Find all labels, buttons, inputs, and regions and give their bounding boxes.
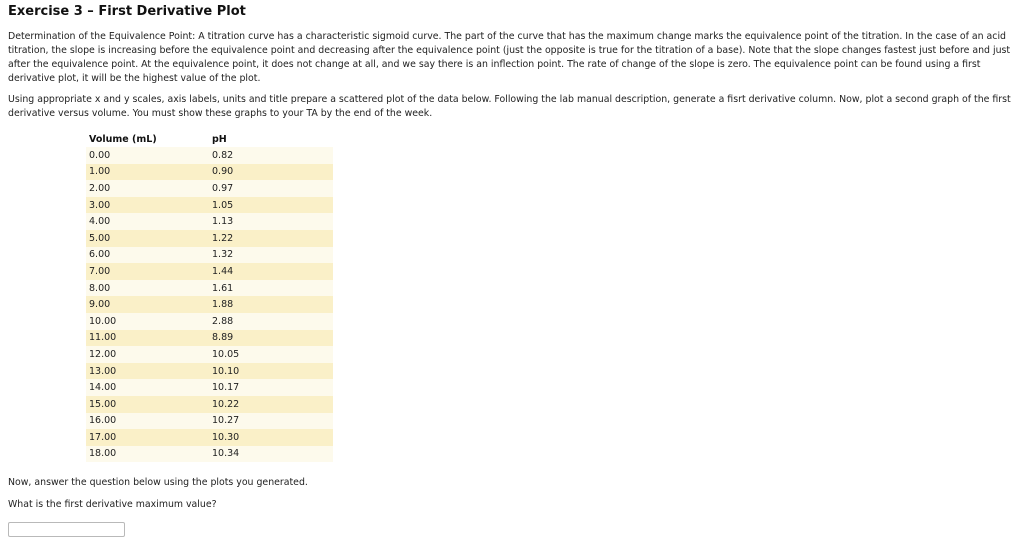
table-row — [86, 429, 333, 446]
ph-cell: 10.05 — [209, 346, 333, 363]
question-text: What is the first derivative maximum value? — [8, 499, 217, 510]
table-row — [86, 313, 333, 330]
ph-cell: 1.13 — [209, 213, 333, 230]
table-row — [86, 230, 333, 247]
ph-cell: 10.17 — [209, 379, 333, 396]
table-row — [86, 180, 333, 197]
question-intro: Now, answer the question below using the plots you generated. — [8, 477, 308, 488]
table-row — [86, 280, 333, 297]
ph-cell: 1.32 — [209, 247, 333, 264]
volume-cell: 4.00 — [86, 213, 209, 230]
ph-cell: 0.82 — [209, 147, 333, 164]
volume-cell: 9.00 — [86, 296, 209, 313]
volume-cell: 16.00 — [86, 413, 209, 430]
table-header-row — [86, 131, 333, 147]
table-row — [86, 197, 333, 214]
volume-cell: 2.00 — [86, 180, 209, 197]
titration-data-table — [86, 131, 333, 462]
table-row — [86, 213, 333, 230]
equivalence-point-paragraph: Determination of the Equivalence Point: A titration curve has a characteristic sigmoid curve. The part of the curve that has the maximum change marks the equivalence point of the titration. In the case of an acid titration, the slope is increasing before the equivalence point and decreasing after the equivalence point (just the opposite is true for the titration of a base). Note that the slope changes fastest just before and just after the equivalence point. At the equivalence point, it does not change at all, and we say there is an inflection point. The rate of change of the slope is zero. The equivalence point can be found using a first derivative plot, it will be the highest value of the plot. — [8, 31, 1011, 84]
table-body — [86, 147, 333, 462]
table-row — [86, 263, 333, 280]
table-row — [86, 413, 333, 430]
volume-cell: 6.00 — [86, 247, 209, 264]
table-row — [86, 296, 333, 313]
ph-column-header: pH — [209, 131, 333, 147]
ph-cell: 1.05 — [209, 197, 333, 214]
instructions-paragraph: Using appropriate x and y scales, axis labels, units and title prepare a scattered plot of the data below. Following the lab manual description, generate a fisrt derivative column. Now, plot a second graph of the first derivative versus volume. You must show these graphs to your TA by the end of the week. — [8, 94, 1011, 119]
volume-cell: 12.00 — [86, 346, 209, 363]
volume-cell: 13.00 — [86, 363, 209, 380]
volume-cell: 14.00 — [86, 379, 209, 396]
table-row — [86, 379, 333, 396]
table-row — [86, 330, 333, 347]
volume-column-header: Volume (mL) — [86, 131, 209, 147]
ph-cell: 0.90 — [209, 164, 333, 181]
ph-cell: 1.88 — [209, 296, 333, 313]
ph-cell: 8.89 — [209, 330, 333, 347]
answer-input[interactable] — [8, 522, 125, 537]
volume-cell: 0.00 — [86, 147, 209, 164]
volume-cell: 3.00 — [86, 197, 209, 214]
ph-cell: 0.97 — [209, 180, 333, 197]
volume-cell: 15.00 — [86, 396, 209, 413]
table-row — [86, 446, 333, 463]
table-row — [86, 147, 333, 164]
table-row — [86, 164, 333, 181]
table-row — [86, 363, 333, 380]
volume-cell: 1.00 — [86, 164, 209, 181]
ph-cell: 1.44 — [209, 263, 333, 280]
ph-cell: 1.61 — [209, 280, 333, 297]
volume-cell: 17.00 — [86, 429, 209, 446]
ph-cell: 10.27 — [209, 413, 333, 430]
volume-cell: 11.00 — [86, 330, 209, 347]
ph-cell: 10.10 — [209, 363, 333, 380]
volume-cell: 8.00 — [86, 280, 209, 297]
ph-cell: 10.30 — [209, 429, 333, 446]
volume-cell: 5.00 — [86, 230, 209, 247]
volume-cell: 7.00 — [86, 263, 209, 280]
exercise-title: Exercise 3 – First Derivative Plot — [8, 4, 246, 19]
ph-cell: 1.22 — [209, 230, 333, 247]
table-row — [86, 247, 333, 264]
ph-cell: 2.88 — [209, 313, 333, 330]
table-row — [86, 396, 333, 413]
table-row — [86, 346, 333, 363]
volume-cell: 18.00 — [86, 446, 209, 463]
ph-cell: 10.22 — [209, 396, 333, 413]
ph-cell: 10.34 — [209, 446, 333, 463]
volume-cell: 10.00 — [86, 313, 209, 330]
